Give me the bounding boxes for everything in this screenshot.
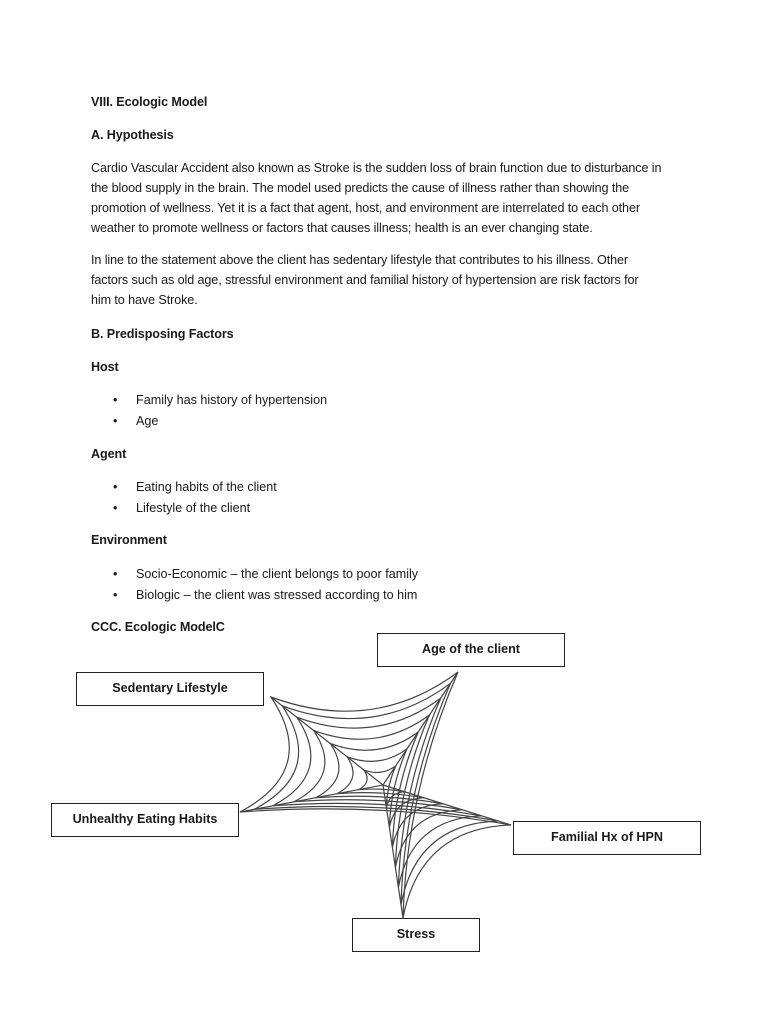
text-line: factors such as old age, stressful environment and familial history of hypertension are risk factors for	[91, 273, 639, 287]
bullet-icon: •	[113, 393, 118, 407]
label-box-familial: Familial Hx of HPN	[513, 821, 701, 855]
predisposing-heading: B. Predisposing Factors	[91, 327, 234, 341]
label-box-eating: Unhealthy Eating Habits	[51, 803, 239, 837]
list-item: • Age	[91, 411, 327, 432]
environment-heading: Environment	[91, 533, 167, 547]
label-box-stress: Stress	[352, 918, 480, 952]
text-line: the blood supply in the brain. The model used predicts the cause of illness rather than showing the	[91, 181, 630, 195]
text-line: Cardio Vascular Accident also known as Stroke is the sudden loss of brain function due to disturbance in	[91, 161, 662, 175]
list-item: • Eating habits of the client	[91, 477, 277, 498]
web-ring	[240, 672, 511, 918]
list-item: • Family has history of hypertension	[91, 390, 327, 411]
text-line: In line to the statement above the client has sedentary lifestyle that contributes to his illness. Other	[91, 253, 629, 267]
web-lines	[240, 672, 511, 918]
host-heading: Host	[91, 360, 119, 374]
model-heading: CCC. Ecologic ModelC	[91, 620, 225, 634]
label-box-sedentary: Sedentary Lifestyle	[76, 672, 264, 706]
list-item: • Lifestyle of the client	[91, 498, 277, 519]
text-line: him to have Stroke.	[91, 293, 198, 307]
agent-heading: Agent	[91, 447, 127, 461]
text-line: promotion of wellness. Yet it is a fact that agent, host, and environment are interrelated to each other	[91, 201, 640, 215]
bullet-icon: •	[113, 480, 118, 494]
web-ring	[294, 715, 462, 868]
bullet-icon: •	[113, 500, 118, 515]
list-item: • Socio-Economic – the client belongs to poor family	[91, 564, 418, 585]
list-item: • Biologic – the client was stressed according to him	[91, 585, 418, 606]
text-line: weather to promote wellness or factors that causes illness; health is an ever changing state.	[91, 221, 593, 235]
bullet-icon: •	[113, 413, 118, 428]
bullet-icon: •	[113, 587, 118, 602]
hypothesis-heading: A. Hypothesis	[91, 128, 174, 142]
section-heading: VIII. Ecologic Model	[91, 95, 208, 109]
bullet-icon: •	[113, 567, 118, 581]
label-box-age: Age of the client	[377, 633, 565, 667]
